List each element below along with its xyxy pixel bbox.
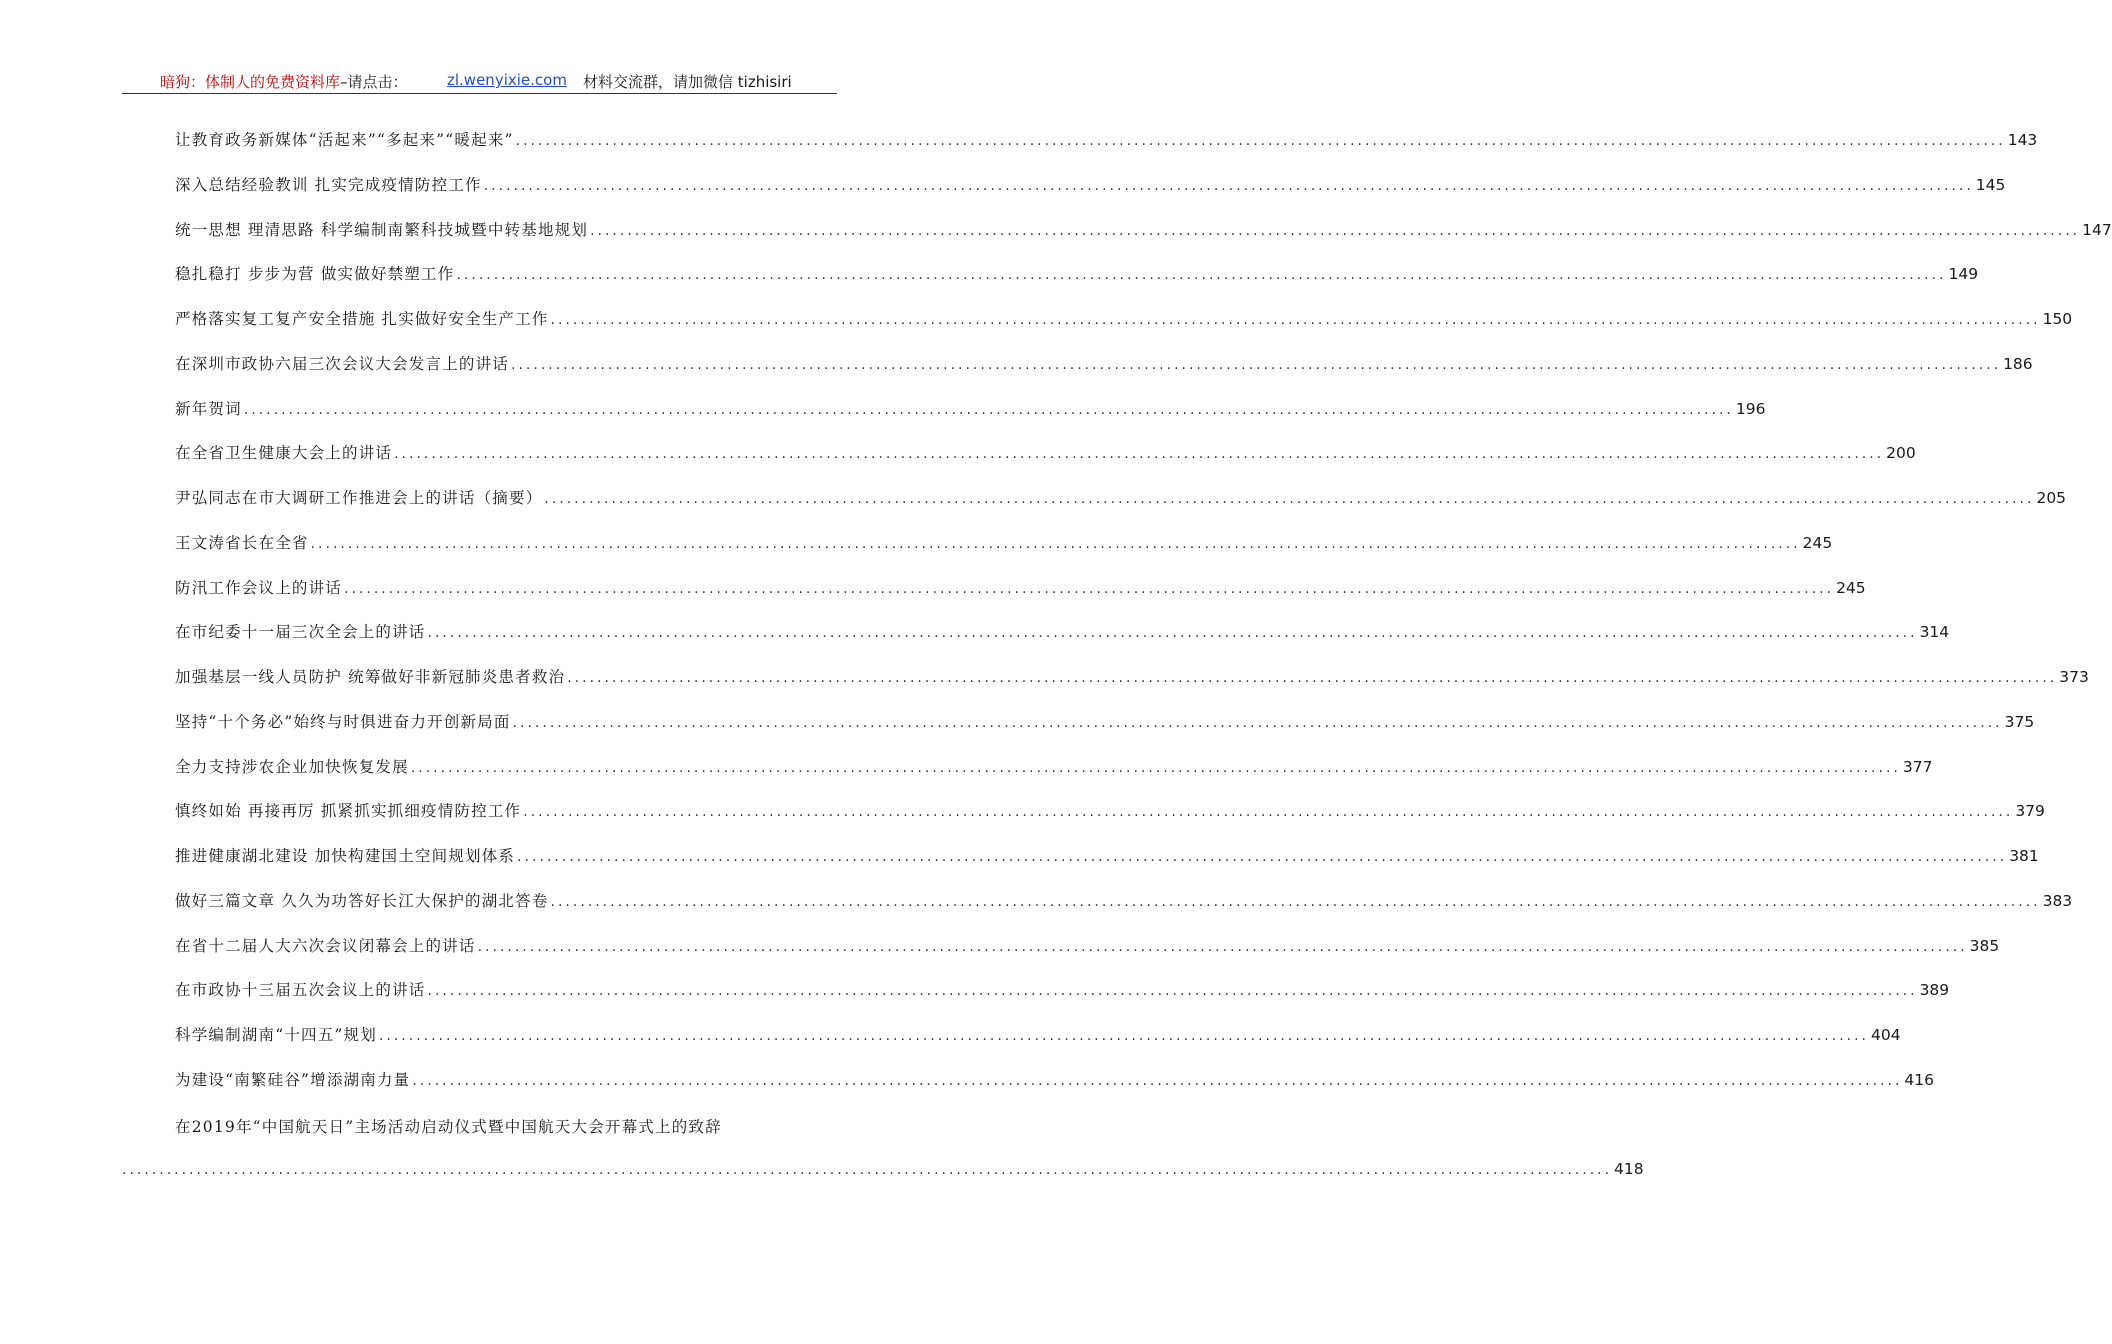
toc-entry-title: 慎终如始 再接再厉 抓紧抓实抓细疫情防控工作 [175,802,522,821]
toc-entry-title: 加强基层一线人员防护 统筹做好非新冠肺炎患者救治 [175,668,566,686]
toc-leader-dots: ........................................................................................................................................................................................................ [544,491,2035,507]
toc-entry-title: 在全省卫生健康大会上的讲话 [175,444,393,463]
toc-leader-dots: ........................................................................................................................................................................................................ [517,849,2008,865]
toc-leader-dots: ........................................................................................................................................................................................................ [310,535,1801,552]
toc-page-number: 385 [1969,936,2000,955]
toc-page-number: 196 [1735,399,1766,418]
toc-entry-title: 稳扎稳打 步步为营 做实做好禁塑工作 [175,265,455,284]
toc-page-number: 145 [1975,175,2006,194]
toc-entry[interactable] [175,218,2112,263]
toc-entry-title: 做好三篇文章 久久为功答好长江大保护的湖北答卷 [175,891,549,910]
toc-leader-dots: ........................................................................................................................................................................................................ [567,670,2058,686]
toc-page-number: 404 [1871,1026,1901,1044]
header-click-label: –请点击： [340,73,408,91]
header-brand: 暗狗：体制人的免费资料库–请点击： [160,73,408,91]
toc-entry[interactable] [175,665,2089,710]
toc-leader-dots: ........................................................................................................................................................................................................ [378,1028,1869,1044]
toc-entry[interactable] [175,441,1916,486]
header-link[interactable]: zl.wenyixie.com [447,71,567,89]
toc-entry-title: 统一思想 理清思路 科学编制南繁科技城暨中转基地规划 [175,220,589,239]
toc-leader-dots: ........................................................................................................................................................................................................ [427,983,1918,1000]
toc-entry-long-page-line[interactable] [122,1160,1644,1178]
table-of-contents [175,128,2112,1113]
toc-entry-title: 科学编制湖南“十四五”规划 [175,1026,377,1044]
toc-leader-dots: ........................................................................................................................................................................................................ [427,625,1918,642]
toc-page-number: 375 [2004,712,2035,731]
toc-page-number: 314 [1919,623,1950,642]
toc-leader-dots: ........................................................................................................................................................................................................ [512,714,2003,731]
toc-entry-title: 全力支持涉农企业加快恢复发展 [175,757,409,776]
toc-entry[interactable] [175,1023,1901,1068]
toc-entry-title: 在省十二届人大六次会议闭幕会上的讲话 [175,936,476,955]
toc-leader-dots: ........................................................................................................................................................................................................ [412,1072,1903,1089]
toc-entry[interactable] [175,531,1833,576]
toc-entry[interactable] [175,262,1979,307]
header-note: 材料交流群，请加微信 tizhisiri [583,73,792,91]
toc-page-number: 143 [2007,131,2038,149]
toc-page-number: 205 [2036,489,2067,507]
toc-leader-dots: ........................................................................................................................................................................................................ [515,133,2006,149]
toc-entry[interactable] [175,934,2000,979]
toc-leader-dots: ........................................................................................................................................................................................................ [122,1162,1613,1178]
toc-entry-title: 在市纪委十一届三次全会上的讲话 [175,623,426,642]
toc-leader-dots: ........................................................................................................................................................................................................ [243,401,1734,418]
toc-page-number: 418 [1614,1160,1644,1178]
toc-leader-dots: ........................................................................................................................................................................................................ [550,312,2041,328]
toc-entry[interactable] [175,173,2006,218]
toc-entry-title: 在深圳市政协六届三次会议大会发言上的讲话 [175,354,510,373]
toc-entry[interactable] [175,1068,1934,1113]
toc-entry[interactable] [175,710,2035,755]
toc-entry-title: 新年贺词 [175,399,242,418]
toc-page-number: 416 [1904,1070,1934,1089]
toc-entry-title: 为建设“南繁硅谷”增添湖南力量 [175,1070,411,1089]
toc-page-number: 389 [1919,981,1950,1000]
toc-page-number: 186 [2003,354,2033,373]
toc-entry[interactable] [175,576,1866,621]
toc-entry[interactable] [175,307,2073,352]
toc-page-number: 200 [1886,444,1916,463]
toc-page-number: 150 [2042,310,2073,328]
toc-entry[interactable] [175,397,1766,442]
toc-entry-title: 让教育政务新媒体“活起来”“多起来”“暖起来” [175,131,514,149]
toc-entry-title: 推进健康湖北建设 加快构建国土空间规划体系 [175,847,516,865]
header-divider [122,93,837,94]
toc-leader-dots: ........................................................................................................................................................................................................ [511,356,2002,373]
toc-entry[interactable] [175,755,1933,800]
toc-page-number: 245 [1802,533,1833,552]
toc-entry[interactable] [175,889,2073,934]
toc-entry[interactable] [175,620,1950,665]
toc-leader-dots: ........................................................................................................................................................................................................ [394,446,1885,463]
toc-entry[interactable] [175,799,2045,844]
toc-entry-title: 尹弘同志在市大调研工作推进会上的讲话（摘要） [175,489,543,507]
toc-entry[interactable] [175,352,2033,397]
toc-entry-title: 坚持“十个务必”始终与时俱进奋力开创新局面 [175,712,511,731]
toc-leader-dots: ........................................................................................................................................................................................................ [410,759,1901,776]
toc-leader-dots: ........................................................................................................................................................................................................ [477,938,1968,955]
toc-entry[interactable] [175,978,1950,1023]
page-header [0,68,950,94]
toc-page-number: 377 [1902,757,1933,776]
toc-page-number: 149 [1948,265,1979,284]
toc-leader-dots: ........................................................................................................................................................................................................ [344,580,1835,597]
toc-leader-dots: ........................................................................................................................................................................................................ [550,893,2041,910]
toc-entry[interactable] [175,844,2039,889]
toc-entry-long-title[interactable]: 在2019年“中国航天日”主场活动启动仪式暨中国航天大会开幕式上的致辞 [175,1118,722,1136]
toc-entry-title: 在市政协十三届五次会议上的讲话 [175,981,426,1000]
toc-page-number: 381 [2009,847,2039,865]
toc-entry[interactable] [175,128,2038,173]
toc-entry-title: 深入总结经验教训 扎实完成疫情防控工作 [175,175,482,194]
toc-entry-title: 严格落实复工复产安全措施 扎实做好安全生产工作 [175,310,549,328]
toc-entry-title: 王文涛省长在全省 [175,533,309,552]
toc-leader-dots: ........................................................................................................................................................................................................ [590,222,2081,239]
toc-leader-dots: ........................................................................................................................................................................................................ [456,267,1947,284]
toc-entry-title: 防汛工作会议上的讲话 [175,578,343,597]
toc-page-number: 373 [2059,668,2089,686]
toc-leader-dots: ........................................................................................................................................................................................................ [523,804,2014,821]
toc-page-number: 379 [2015,802,2045,821]
toc-page-number: 147 [2082,220,2112,239]
toc-page-number: 245 [1836,578,1866,597]
toc-leader-dots: ........................................................................................................................................................................................................ [483,177,1974,194]
toc-entry[interactable] [175,486,2067,531]
toc-page-number: 383 [2042,891,2073,910]
